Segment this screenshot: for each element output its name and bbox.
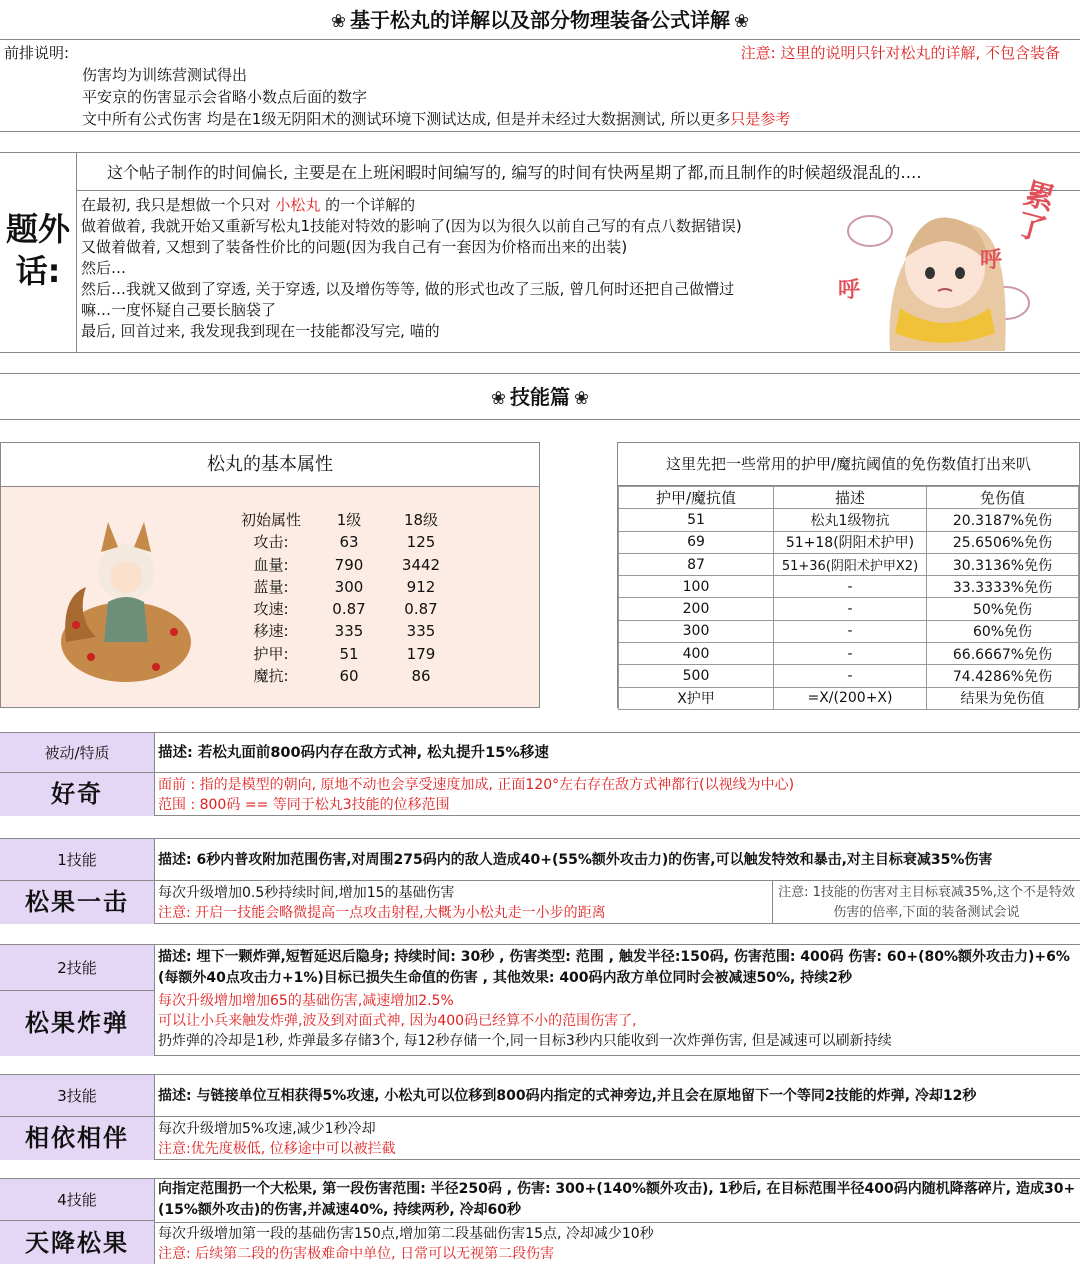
aside-label: 题外 话: — [0, 153, 77, 353]
aside — [0, 153, 1080, 353]
stats-table: 初始属性 1级 18级 攻击: 63 125 血量: 790 3442 蓝量: 300 912 攻速: 0.87 0.87 移速: 335 335 护甲: 51 179 魔抗: 60 86 — [240, 511, 441, 686]
skill-name: 相依相伴 — [0, 1117, 155, 1160]
skill-note: 每次升级增加0.5秒持续时间,增加15的基础伤害 — [158, 885, 455, 901]
preface-line: 平安京的伤害显示会省略小数点后面的数字 — [82, 88, 368, 106]
skill-note: 每次升级增加增加65的基础伤害,减速增加2.5% — [158, 993, 454, 1009]
skill-block-4 — [0, 1178, 1080, 1264]
skill-side-note: 注意: 1技能的伤害对主目标衰减35%,这个不是特效伤害的倍率,下面的装备测试会说 — [772, 881, 1080, 924]
table-header-row: 护甲/魔抗值 描述 免伤值 — [619, 487, 1079, 509]
aside-headline: 这个帖子制作的时间偏长, 主要是在上班闲暇时间编写的, 编写的时间有快两星期了都,而且制作的时候超级混乱的…. — [77, 153, 1080, 191]
armor-panel — [617, 442, 1080, 708]
preface-notice: 注意: 这里的说明只针对松丸的详解, 不包含装备 — [740, 44, 1060, 62]
skill-tag: 被动/特质 — [0, 733, 155, 773]
section-title: ❀ 技能篇 ❀ — [0, 374, 1080, 422]
skill-tag: 4技能 — [0, 1179, 155, 1221]
header — [0, 0, 1080, 40]
stats-title: 松丸的基本属性 — [1, 443, 539, 487]
preface — [0, 40, 1080, 132]
sticker-text: 累了 — [1011, 176, 1059, 249]
skill-desc: 向指定范围扔一个大松果, 第一段伤害范围: 半径250码 , 伤害: 300+(140%额外攻击), 1秒后, 在目标范围半径400码内随机降落碎片, 造成30+(15%额外攻击)的伤害,并减速40%, 持续两秒, 冷却60秒 — [155, 1179, 1080, 1223]
skill-note: 可以让小兵来触发炸弹,波及到对面式神, 因为400码已经算不小的范围伤害了, — [158, 1013, 637, 1029]
skill-name: 天降松果 — [0, 1221, 155, 1264]
tired-girl-sticker — [830, 173, 1070, 351]
sticker-text: 呼 — [838, 278, 861, 303]
skill-name: 松果炸弹 — [0, 991, 155, 1056]
skill-note: 每次升级增加第一段的基础伤害150点,增加第二段基础伤害15点, 冷却减少10秒 — [158, 1226, 654, 1242]
skill-desc: 描述: 若松丸面前800码内存在敌方式神, 松丸提升15%移速 — [155, 733, 1080, 773]
skill-tag: 3技能 — [0, 1075, 155, 1117]
table-row: 69 51+18(阴阳术护甲) 25.6506%免伤 — [619, 531, 1079, 553]
armor-title: 这里先把一些常用的护甲/魔抗阈值的免伤数值打出来叭 — [618, 443, 1079, 486]
skill-name: 好奇 — [0, 773, 155, 816]
table-row: 51 松丸1级物抗 20.3187%免伤 — [619, 509, 1079, 531]
preface-label: 前排说明: — [4, 44, 70, 62]
skill-block-2 — [0, 944, 1080, 1056]
skill-note: 每次升级增加5%攻速,减少1秒冷却 — [158, 1121, 376, 1137]
skills-section-header — [0, 374, 1080, 420]
skill-tag: 1技能 — [0, 839, 155, 881]
stats-panel — [0, 442, 540, 708]
sticker-text: 呼 — [980, 248, 1003, 273]
pin-icon: ❀ — [330, 11, 346, 32]
page-title: ❀ 基于松丸的详解以及部分物理装备公式详解 ❀ — [0, 0, 1080, 42]
skill-desc: 描述: 埋下一颗炸弹,短暂延迟后隐身; 持续时间: 30秒 , 伤害类型: 范围 , 触发半径:150码, 伤害范围: 400码 伤害: 60+(80%额外攻击力)+6%(每额外40点攻击力+1%)目标已损失生命值的伤害 , 其他效果: 400码内敌方单位同时会被减速50%, 持续2秒 — [158, 949, 1070, 986]
table-row: 400 - 66.6667%免伤 — [619, 643, 1079, 665]
aside-body: 在最初, 我只是想做一个只对 小松丸 的一个详解的 做着做着, 我就开始又重新写松丸1技能对特效的影响了(因为以为很久以前自己写的有点八数据错误) 又做着做着, 又想到了装备性价比的问题(因为我自己有一套因为价格而出来的出装) 然后… 然后…我就又做到了穿透, 关于穿透, 以及增伤等等, 做的形式也改了三版, 曾几何时还把自己做懵过 嘛…一度怀疑自己要长脑袋了 最后, 回首过来, 我发现我到现在一技能都没写完, 喵的 — [81, 196, 742, 340]
pin-icon: ❀ — [734, 11, 750, 32]
shoumaru-portrait — [56, 507, 196, 682]
preface-line: 伤害均为训练营测试得出 — [82, 66, 248, 84]
skill-desc: 描述: 6秒内普攻附加范围伤害,对周围275码内的敌人造成40+(55%额外攻击力)的伤害,可以触发特效和暴击,对主目标衰减35%伤害 — [155, 839, 1080, 881]
table-row: 200 - 50%免伤 — [619, 598, 1079, 620]
skill-block-3 — [0, 1074, 1080, 1160]
skill-note: 注意: 后续第二段的伤害极难命中单位, 日常可以无视第二段伤害 — [158, 1246, 555, 1262]
skill-note: 范围 : 800码 == 等同于松丸3技能的位移范围 — [158, 797, 450, 813]
table-row: X护甲 =X/(200+X) 结果为免伤值 — [619, 687, 1079, 709]
skill-block-passive — [0, 732, 1080, 816]
table-row: 100 - 33.3333%免伤 — [619, 576, 1079, 598]
table-row: 87 51+36(阴阳术护甲X2) 30.3136%免伤 — [619, 553, 1079, 575]
skill-block-1 — [0, 838, 1080, 924]
skill-name: 松果一击 — [0, 881, 155, 924]
armor-table — [618, 486, 1079, 710]
pin-icon: ❀ — [574, 388, 590, 409]
skill-tag: 2技能 — [0, 945, 155, 991]
skill-note: 注意:优先度极低, 位移途中可以被拦截 — [158, 1141, 396, 1157]
skill-note: 扔炸弹的冷却是1秒, 炸弹最多存储3个, 每12秒存储一个,同一目标3秒内只能收到一次炸弹伤害, 但是减速可以刷新持续 — [158, 1033, 892, 1049]
table-row: 300 - 60%免伤 — [619, 620, 1079, 642]
skill-note: 注意: 开启一技能会略微提高一点攻击射程,大概为小松丸走一小步的距离 — [158, 905, 606, 921]
pin-icon: ❀ — [490, 388, 506, 409]
skill-desc: 描述: 与链接单位互相获得5%攻速, 小松丸可以位移到800码内指定的式神旁边,并且会在原地留下一个等同2技能的炸弹, 冷却12秒 — [155, 1075, 1080, 1117]
skill-note: 面前 : 指的是模型的朝向, 原地不动也会享受速度加成, 正面120°左右存在敌方式神都行(以视线为中心) — [158, 777, 795, 793]
table-row: 500 - 74.4286%免伤 — [619, 665, 1079, 687]
preface-line: 文中所有公式伤害 均是在1级无阴阳术的测试环境下测试达成, 但是并未经过大数据测试, 所以更多只是参考 — [82, 110, 791, 128]
